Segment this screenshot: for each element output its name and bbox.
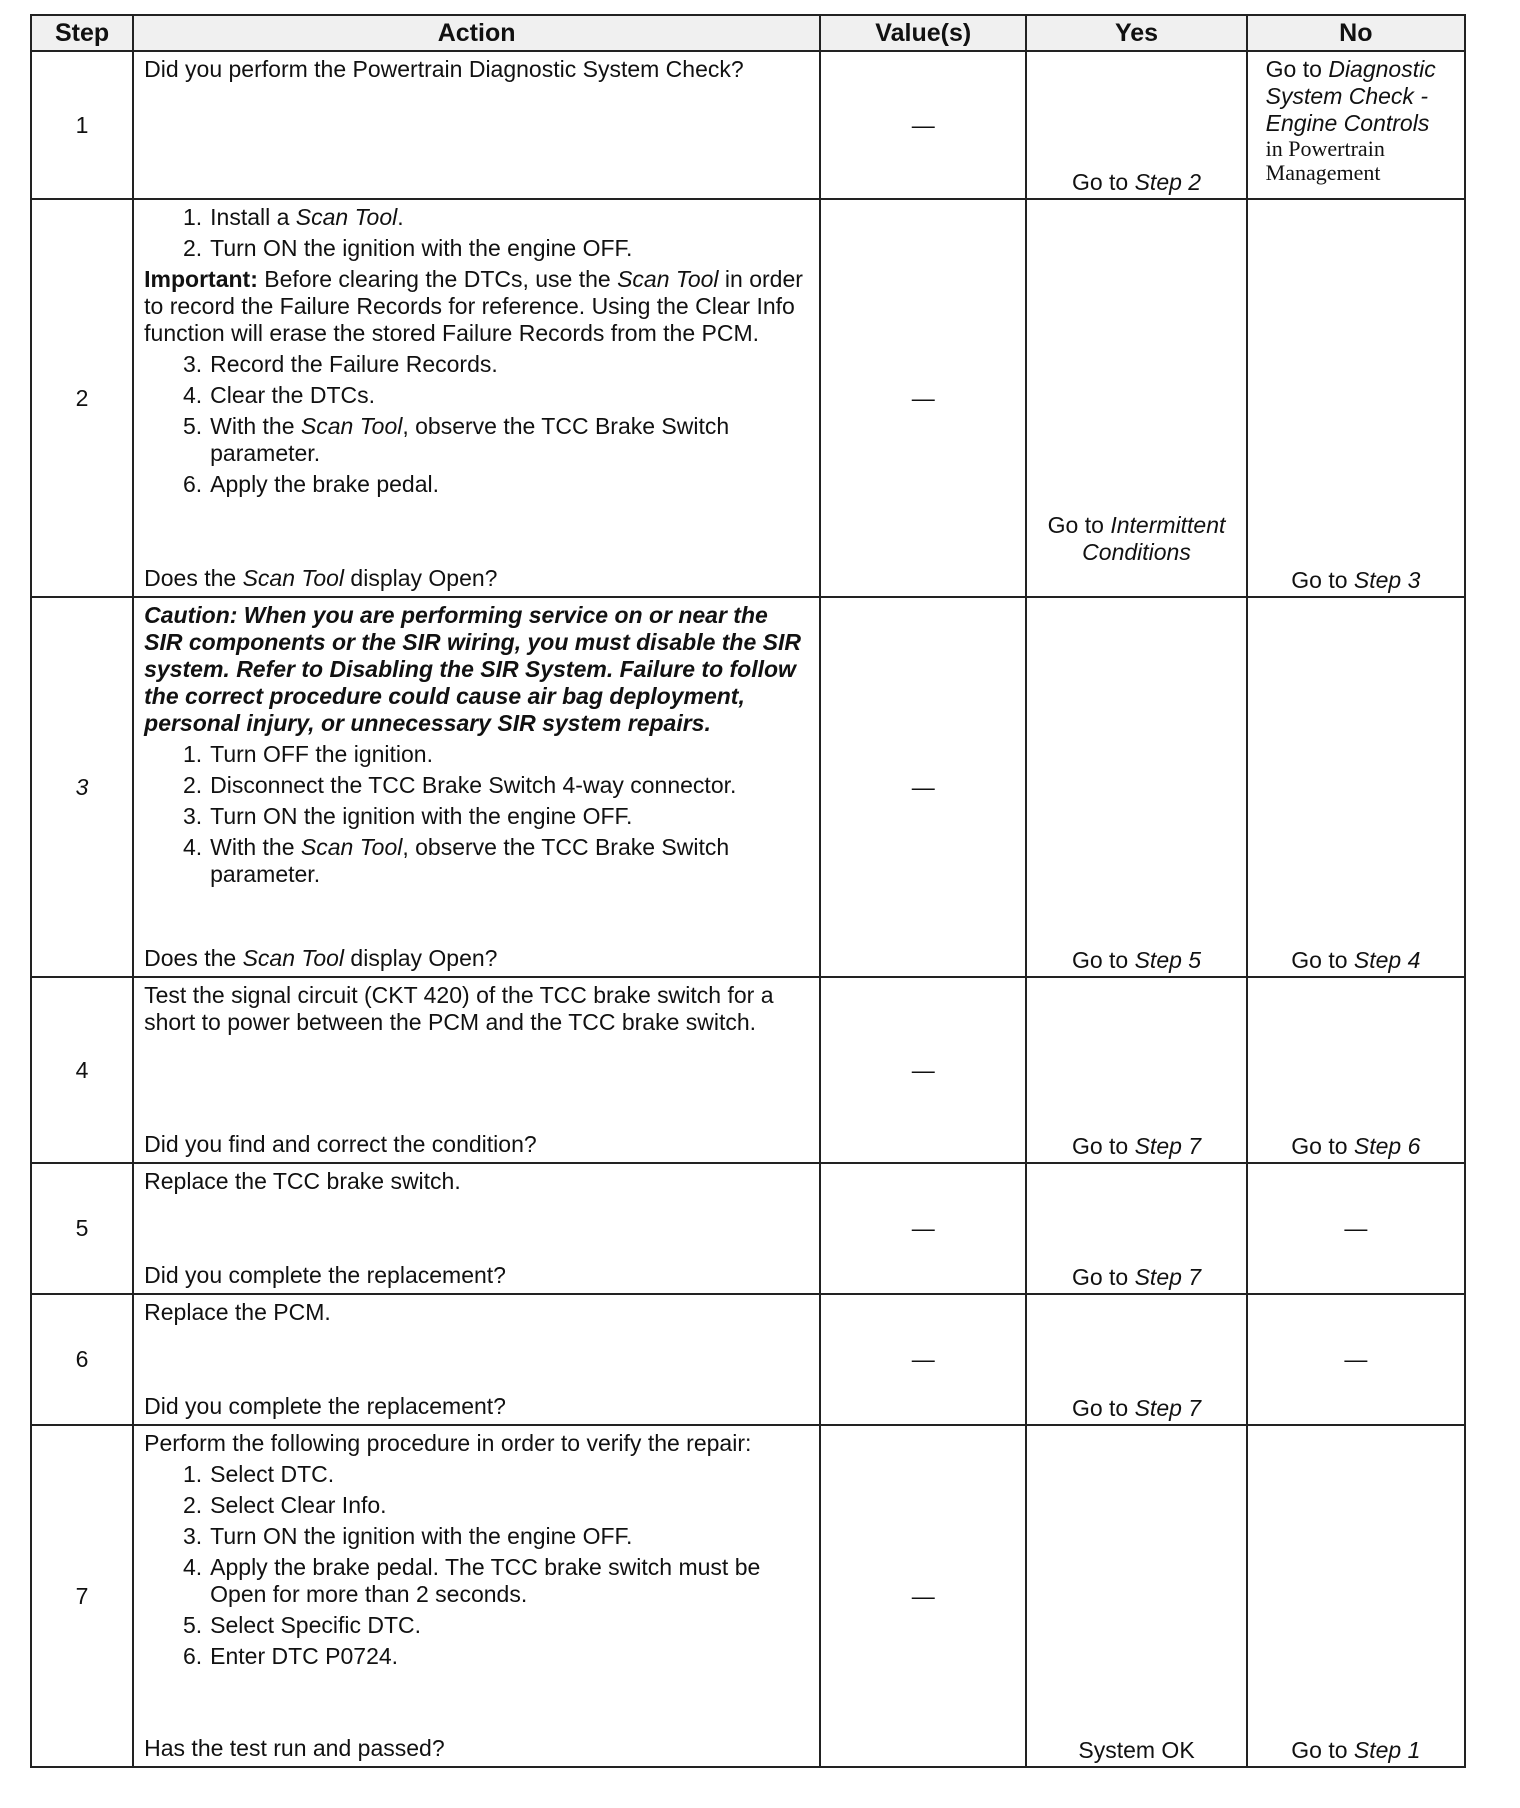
list-item: 1. Turn OFF the ignition. <box>182 741 433 767</box>
yes-ref: Step 2 <box>1134 169 1202 195</box>
diagnostic-table <box>30 14 1466 1768</box>
step-number: 5 <box>31 1163 133 1294</box>
caution-note: Caution: When you are performing service on or near the SIR components or the SIR wiring, you must disable the SIR system. Refer to Disabling the SIR System. Failure to follow the correct procedure could cause air bag deployment, personal injury, or unnecessary SIR system repairs. <box>144 602 801 736</box>
header-values: Value(s) <box>820 15 1026 51</box>
value-cell: — <box>820 199 1026 597</box>
yes-link[interactable] <box>1072 1395 1201 1422</box>
yes-prefix: Go to <box>1071 1133 1135 1159</box>
list-item: 6. Apply the brake pedal. <box>182 471 440 497</box>
no-ref: Diagnostic System Check - Engine Controls <box>1265 56 1436 136</box>
step-number: 3 <box>31 597 133 977</box>
header-action: Action <box>133 15 820 51</box>
yes-ref: Step 5 <box>1134 947 1202 973</box>
list-item: 4. With the Scan Tool, observe the TCC Brake Switch parameter. <box>182 834 730 887</box>
diagnostic-table-sheet <box>30 14 1466 1768</box>
yes-ref: Step 7 <box>1134 1133 1202 1159</box>
list-item: 5. With the Scan Tool, observe the TCC Brake Switch parameter. <box>182 413 730 466</box>
list-item: 6. Enter DTC P0724. <box>182 1643 399 1669</box>
no-link[interactable] <box>1248 52 1464 198</box>
list-item: 3. Record the Failure Records. <box>182 351 498 377</box>
question-text: Did you find and correct the condition? <box>144 1131 537 1157</box>
yes-cell <box>1026 199 1246 597</box>
step-number: 6 <box>31 1294 133 1425</box>
list-item: 2. Turn ON the ignition with the engine OFF. <box>182 235 633 261</box>
value-cell: — <box>820 1294 1026 1425</box>
yes-cell <box>1026 977 1246 1163</box>
action-text: Perform the following procedure in order to verify the repair: <box>144 1430 752 1456</box>
no-cell: — <box>1247 1163 1465 1294</box>
yes-link[interactable] <box>1072 169 1201 196</box>
value-cell: — <box>820 977 1026 1163</box>
no-link[interactable] <box>1291 567 1420 594</box>
step-list <box>144 204 805 262</box>
header-step: Step <box>31 15 133 51</box>
action-cell <box>133 51 820 199</box>
yes-link[interactable] <box>1072 1133 1201 1160</box>
yes-cell <box>1026 597 1246 977</box>
list-item: 1. Install a Scan Tool. <box>182 204 404 230</box>
important-note: Important: Before clearing the DTCs, use the Scan Tool in order to record the Failure Records for reference. Using the Clear Info function will erase the stored Failure Records from the PCM. <box>144 266 803 346</box>
action-text: Did you perform the Powertrain Diagnostic System Check? <box>144 56 744 82</box>
yes-link[interactable] <box>1033 512 1239 566</box>
question-text: Has the test run and passed? <box>144 1735 445 1761</box>
yes-cell <box>1026 51 1246 199</box>
action-cell <box>133 199 820 597</box>
list-item: 3. Turn ON the ignition with the engine OFF. <box>182 803 633 829</box>
action-cell <box>133 597 820 977</box>
yes-cell <box>1026 1294 1246 1425</box>
no-cell <box>1247 597 1465 977</box>
table-row-step-3 <box>31 597 1465 977</box>
no-cell: — <box>1247 1294 1465 1425</box>
yes-prefix: Go to <box>1071 1264 1135 1290</box>
no-prefix: Go to <box>1291 1737 1354 1763</box>
yes-ref: Step 7 <box>1134 1264 1202 1290</box>
yes-cell <box>1026 1425 1246 1767</box>
step-number: 1 <box>31 51 133 199</box>
question-text: Does the Scan Tool display Open? <box>144 565 498 591</box>
list-item: 2. Select Clear Info. <box>182 1492 387 1518</box>
yes-ref: Step 7 <box>1134 1395 1202 1421</box>
value-cell: — <box>820 51 1026 199</box>
yes-link[interactable] <box>1072 947 1201 974</box>
table-row-step-1 <box>31 51 1465 199</box>
no-cell <box>1247 51 1465 199</box>
header-yes: Yes <box>1026 15 1246 51</box>
table-row-step-7 <box>31 1425 1465 1767</box>
step-number: 7 <box>31 1425 133 1767</box>
list-item: 1. Select DTC. <box>182 1461 335 1487</box>
no-prefix: Go to <box>1291 947 1354 973</box>
no-prefix: Go to <box>1265 56 1329 82</box>
step-number: 2 <box>31 199 133 597</box>
value-cell: — <box>820 597 1026 977</box>
no-prefix: Go to <box>1291 1133 1354 1159</box>
step-list <box>144 741 805 888</box>
table-row-step-6 <box>31 1294 1465 1425</box>
no-ref: Step 4 <box>1353 947 1421 973</box>
table-row-step-5 <box>31 1163 1465 1294</box>
action-cell <box>133 977 820 1163</box>
yes-text: System OK <box>1078 1737 1195 1763</box>
no-note: in Powertrain Management <box>1265 136 1385 185</box>
list-item: 4. Clear the DTCs. <box>182 382 376 408</box>
table-row-step-2 <box>31 199 1465 597</box>
action-cell <box>133 1294 820 1425</box>
no-ref: Step 6 <box>1353 1133 1421 1159</box>
no-cell <box>1247 977 1465 1163</box>
list-item: 5. Select Specific DTC. <box>182 1612 422 1638</box>
no-ref: Step 3 <box>1353 567 1421 593</box>
list-item: 4. Apply the brake pedal. The TCC brake switch must be Open for more than 2 seconds. <box>182 1554 761 1607</box>
question-text: Does the Scan Tool display Open? <box>144 945 498 971</box>
question-text: Did you complete the replacement? <box>144 1393 506 1419</box>
action-cell <box>133 1163 820 1294</box>
value-cell: — <box>820 1163 1026 1294</box>
no-cell <box>1247 1425 1465 1767</box>
list-item: 2. Disconnect the TCC Brake Switch 4-way connector. <box>182 772 737 798</box>
no-link[interactable] <box>1291 1133 1420 1160</box>
no-link[interactable] <box>1291 1737 1420 1764</box>
action-cell <box>133 1425 820 1767</box>
header-row <box>31 15 1465 51</box>
list-item: 3. Turn ON the ignition with the engine OFF. <box>182 1523 633 1549</box>
value-cell: — <box>820 1425 1026 1767</box>
step-list <box>144 1461 805 1670</box>
no-link[interactable] <box>1291 947 1420 974</box>
action-text: Test the signal circuit (CKT 420) of the TCC brake switch for a short to power between the PCM and the TCC brake switch. <box>144 982 774 1035</box>
no-ref: Step 1 <box>1353 1737 1421 1763</box>
action-text: Replace the PCM. <box>144 1299 331 1325</box>
yes-cell <box>1026 1163 1246 1294</box>
question-text: Did you complete the replacement? <box>144 1262 506 1288</box>
table-row-step-4 <box>31 977 1465 1163</box>
step-number: 4 <box>31 977 133 1163</box>
yes-prefix: Go to <box>1047 512 1111 538</box>
no-cell <box>1247 199 1465 597</box>
yes-ref: Intermittent Conditions <box>1082 512 1226 565</box>
no-prefix: Go to <box>1291 567 1354 593</box>
step-list <box>144 351 805 498</box>
yes-prefix: Go to <box>1071 1395 1135 1421</box>
action-text: Replace the TCC brake switch. <box>144 1168 461 1194</box>
yes-link[interactable] <box>1072 1264 1201 1291</box>
yes-prefix: Go to <box>1071 169 1135 195</box>
header-no: No <box>1247 15 1465 51</box>
yes-prefix: Go to <box>1071 947 1135 973</box>
